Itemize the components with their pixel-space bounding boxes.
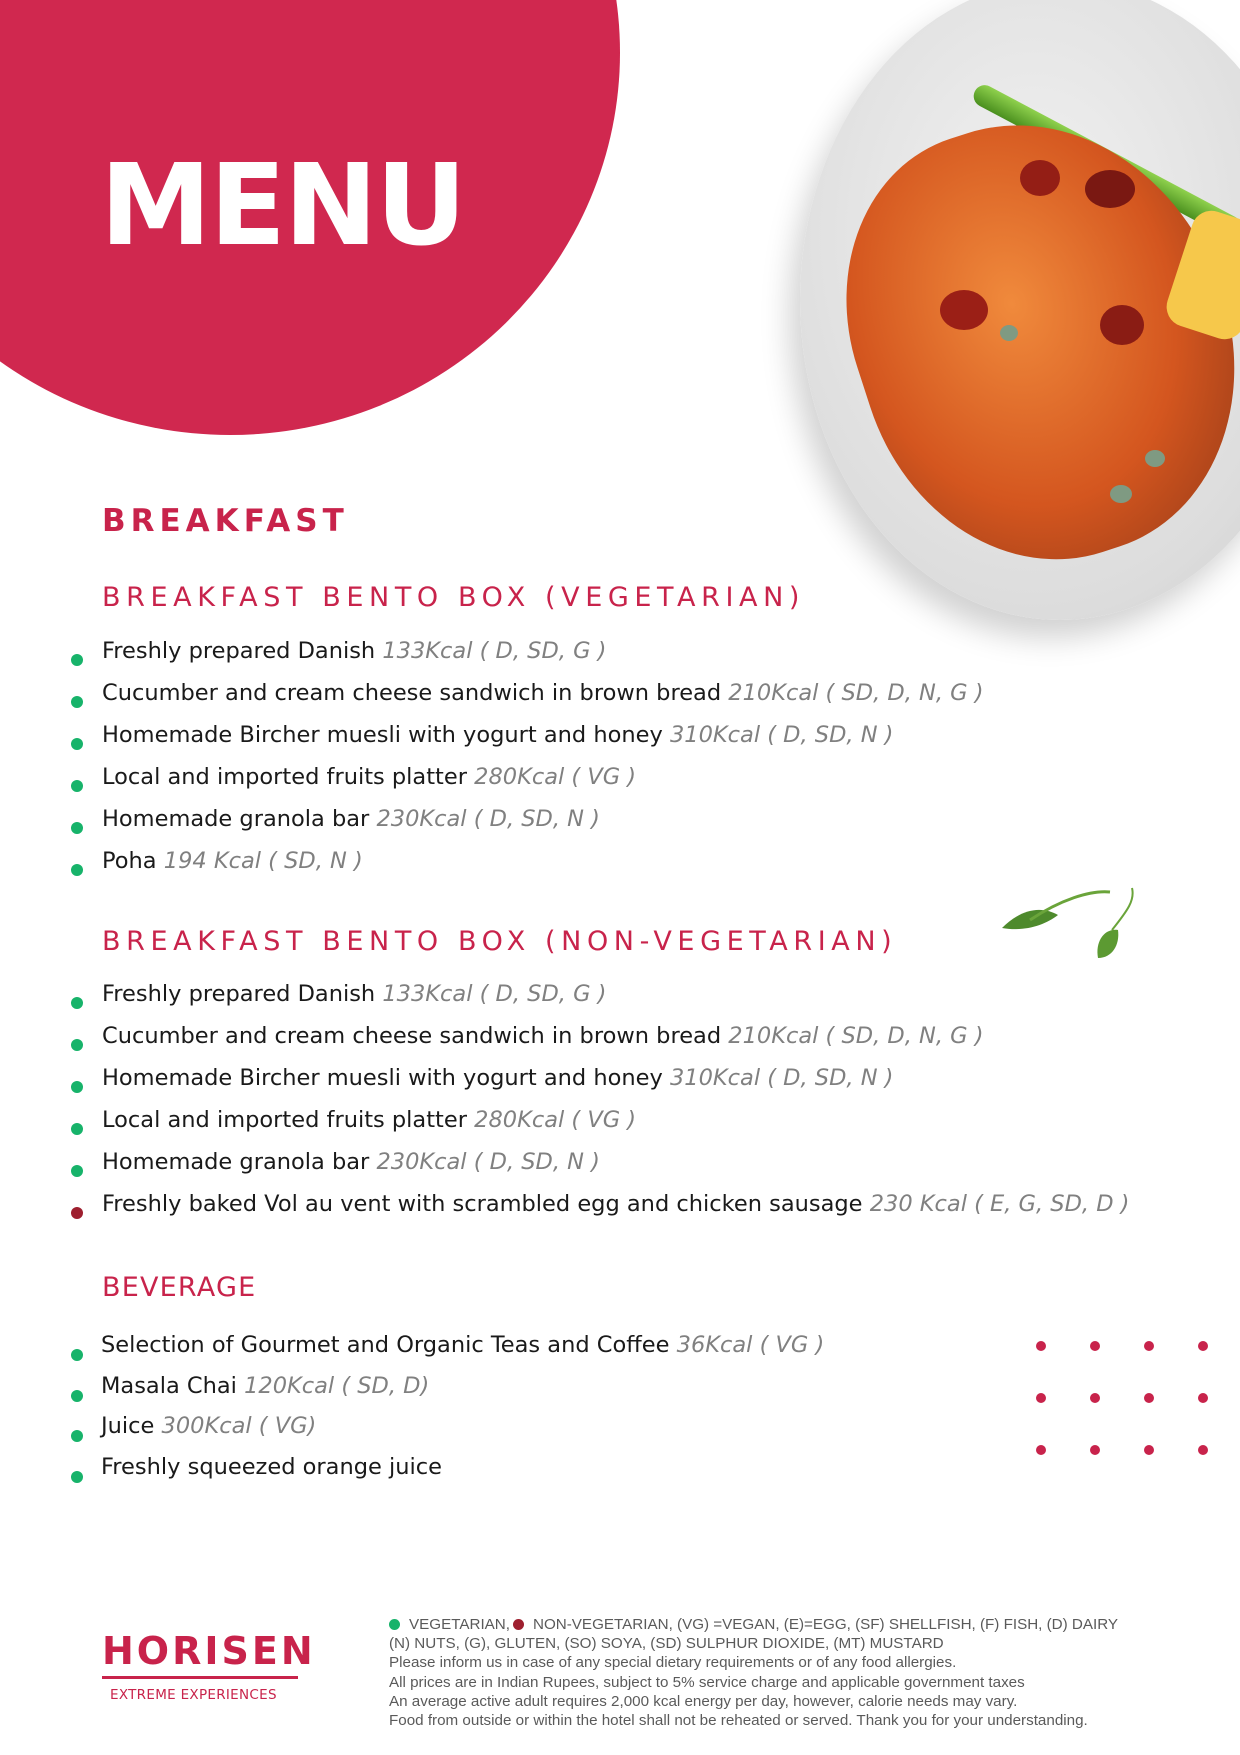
menu-item [0, 840, 984, 882]
caper-image [1110, 485, 1132, 503]
item-name: Freshly squeezed orange juice [101, 1453, 442, 1480]
item-name: Freshly prepared Danish [102, 638, 376, 664]
heading-beverage: BEVERAGE [102, 1272, 257, 1303]
legend-row [389, 1615, 1209, 1634]
heading-nonveg-bento: BREAKFAST BENTO BOX (NON-VEGETARIAN) [102, 926, 898, 957]
menu-item [0, 1057, 1129, 1099]
veg-dot-icon [71, 1123, 83, 1135]
item-info: 280Kcal ( VG ) [474, 764, 637, 790]
veg-dot-icon [71, 1349, 83, 1361]
veg-dot-icon [71, 997, 83, 1009]
item-info: 280Kcal ( VG ) [474, 1107, 637, 1133]
veg-dot-icon [71, 1165, 83, 1177]
item-info: 230Kcal ( D, SD, N ) [376, 1149, 600, 1175]
item-info: 194 Kcal ( SD, N ) [163, 848, 363, 874]
brand-tagline: EXTREME EXPERIENCES [110, 1687, 277, 1703]
item-name: Local and imported fruits platter [102, 1107, 467, 1133]
item-name: Masala Chai [101, 1372, 237, 1399]
item-name: Local and imported fruits platter [102, 764, 467, 790]
decor-dot [1036, 1393, 1046, 1403]
veg-dot-icon [71, 1081, 83, 1093]
brand-logo [98, 1629, 316, 1712]
item-name: Homemade Bircher muesli with yogurt and honey [102, 1065, 663, 1091]
brand-underline [102, 1676, 298, 1679]
menu-item [0, 1406, 824, 1447]
tomato-image [1085, 170, 1135, 208]
item-name: Poha [102, 848, 157, 874]
legend-veg-label: VEGETARIAN, [409, 1616, 510, 1633]
item-name: Homemade granola bar [102, 806, 370, 832]
menu-item [0, 1015, 1129, 1057]
legend-line: Please inform us in case of any special dietary requirements or of any food allergies. [389, 1654, 957, 1672]
item-name: Homemade Bircher muesli with yogurt and honey [102, 722, 663, 748]
tomato-image [1020, 160, 1060, 196]
nonveg-dot-icon [71, 1207, 83, 1219]
veg-dot-icon [71, 738, 83, 750]
decor-dot [1144, 1393, 1154, 1403]
item-info: 210Kcal ( SD, D, N, G ) [728, 680, 984, 706]
nonveg-bento-list [0, 973, 1129, 1225]
menu-item [0, 798, 984, 840]
veg-dot-icon [71, 1430, 83, 1442]
decor-dot [1144, 1341, 1154, 1351]
caper-image [1000, 325, 1018, 341]
menu-item [0, 1447, 824, 1488]
item-name: Freshly prepared Danish [102, 981, 376, 1007]
veg-dot-icon [389, 1619, 400, 1630]
beverage-list [0, 1325, 824, 1487]
caper-image [1145, 450, 1165, 467]
veg-dot-icon [71, 1471, 83, 1483]
menu-item [0, 973, 1129, 1015]
veg-dot-icon [71, 780, 83, 792]
legend-line: An average active adult requires 2,000 kcal energy per day, however, calorie needs may vary. [389, 1692, 1018, 1710]
tomato-image [1100, 305, 1144, 345]
decor-dot [1198, 1445, 1208, 1455]
herb-garnish-image [1000, 870, 1170, 970]
item-name: Cucumber and cream cheese sandwich in brown bread [102, 1023, 722, 1049]
item-name: Homemade granola bar [102, 1149, 370, 1175]
legend-line: Food from outside or within the hotel shall not be reheated or served. Thank you for your understanding. [389, 1712, 1088, 1730]
menu-item [0, 756, 984, 798]
item-info: 310Kcal ( D, SD, N ) [669, 1065, 894, 1091]
decor-dot [1198, 1393, 1208, 1403]
veg-bento-list [0, 630, 984, 882]
page-title: MENU [100, 141, 465, 271]
item-name: Freshly baked Vol au vent with scrambled egg and chicken sausage [102, 1191, 863, 1217]
item-info: 210Kcal ( SD, D, N, G ) [728, 1023, 984, 1049]
veg-dot-icon [71, 1390, 83, 1402]
decor-dot [1036, 1445, 1046, 1455]
veg-dot-icon [71, 864, 83, 876]
menu-item [0, 714, 984, 756]
legend-line: All prices are in Indian Rupees, subject to 5% service charge and applicable government taxes [389, 1673, 1025, 1691]
item-name: Selection of Gourmet and Organic Teas and Coffee [101, 1332, 670, 1358]
decor-dot [1198, 1341, 1208, 1351]
decor-dot [1144, 1445, 1154, 1455]
menu-item [0, 1141, 1129, 1183]
decor-dot [1036, 1341, 1046, 1351]
decor-dot [1090, 1341, 1100, 1351]
legend-footnote [389, 1615, 1209, 1730]
item-info: 300Kcal ( VG) [161, 1413, 317, 1439]
decor-dot [1090, 1393, 1100, 1403]
section-title-breakfast: BREAKFAST [102, 503, 349, 539]
heading-veg-bento: BREAKFAST BENTO BOX (VEGETARIAN) [102, 582, 806, 613]
brand-name: HORISEN [102, 1629, 316, 1673]
item-name: Cucumber and cream cheese sandwich in brown bread [102, 680, 722, 706]
legend-line: (N) NUTS, (G), GLUTEN, (SO) SOYA, (SD) SULPHUR DIOXIDE, (MT) MUSTARD [389, 1635, 944, 1653]
item-info: 230 Kcal ( E, G, SD, D ) [869, 1191, 1130, 1217]
menu-item [0, 1325, 824, 1366]
nonveg-dot-icon [513, 1619, 524, 1630]
item-info: 133Kcal ( D, SD, G ) [382, 638, 607, 664]
menu-item [0, 1183, 1129, 1225]
item-info: 230Kcal ( D, SD, N ) [376, 806, 600, 832]
menu-item [0, 1366, 824, 1407]
menu-item [0, 1099, 1129, 1141]
menu-item [0, 672, 984, 714]
veg-dot-icon [71, 654, 83, 666]
item-name: Juice [101, 1413, 155, 1439]
veg-dot-icon [71, 696, 83, 708]
item-info: 310Kcal ( D, SD, N ) [669, 722, 894, 748]
decor-dot [1090, 1445, 1100, 1455]
veg-dot-icon [71, 822, 83, 834]
legend-nonveg-label: NON-VEGETARIAN, (VG) =VEGAN, (E)=EGG, (SF) SHELLFISH, (F) FISH, (D) DAIRY [533, 1616, 1119, 1633]
menu-item [0, 630, 984, 672]
tomato-image [940, 290, 988, 330]
decorative-dot-grid [1036, 1341, 1216, 1461]
veg-dot-icon [71, 1039, 83, 1051]
item-info: 36Kcal ( VG ) [676, 1332, 825, 1358]
item-info: 120Kcal ( SD, D) [244, 1372, 430, 1399]
item-info: 133Kcal ( D, SD, G ) [382, 981, 607, 1007]
